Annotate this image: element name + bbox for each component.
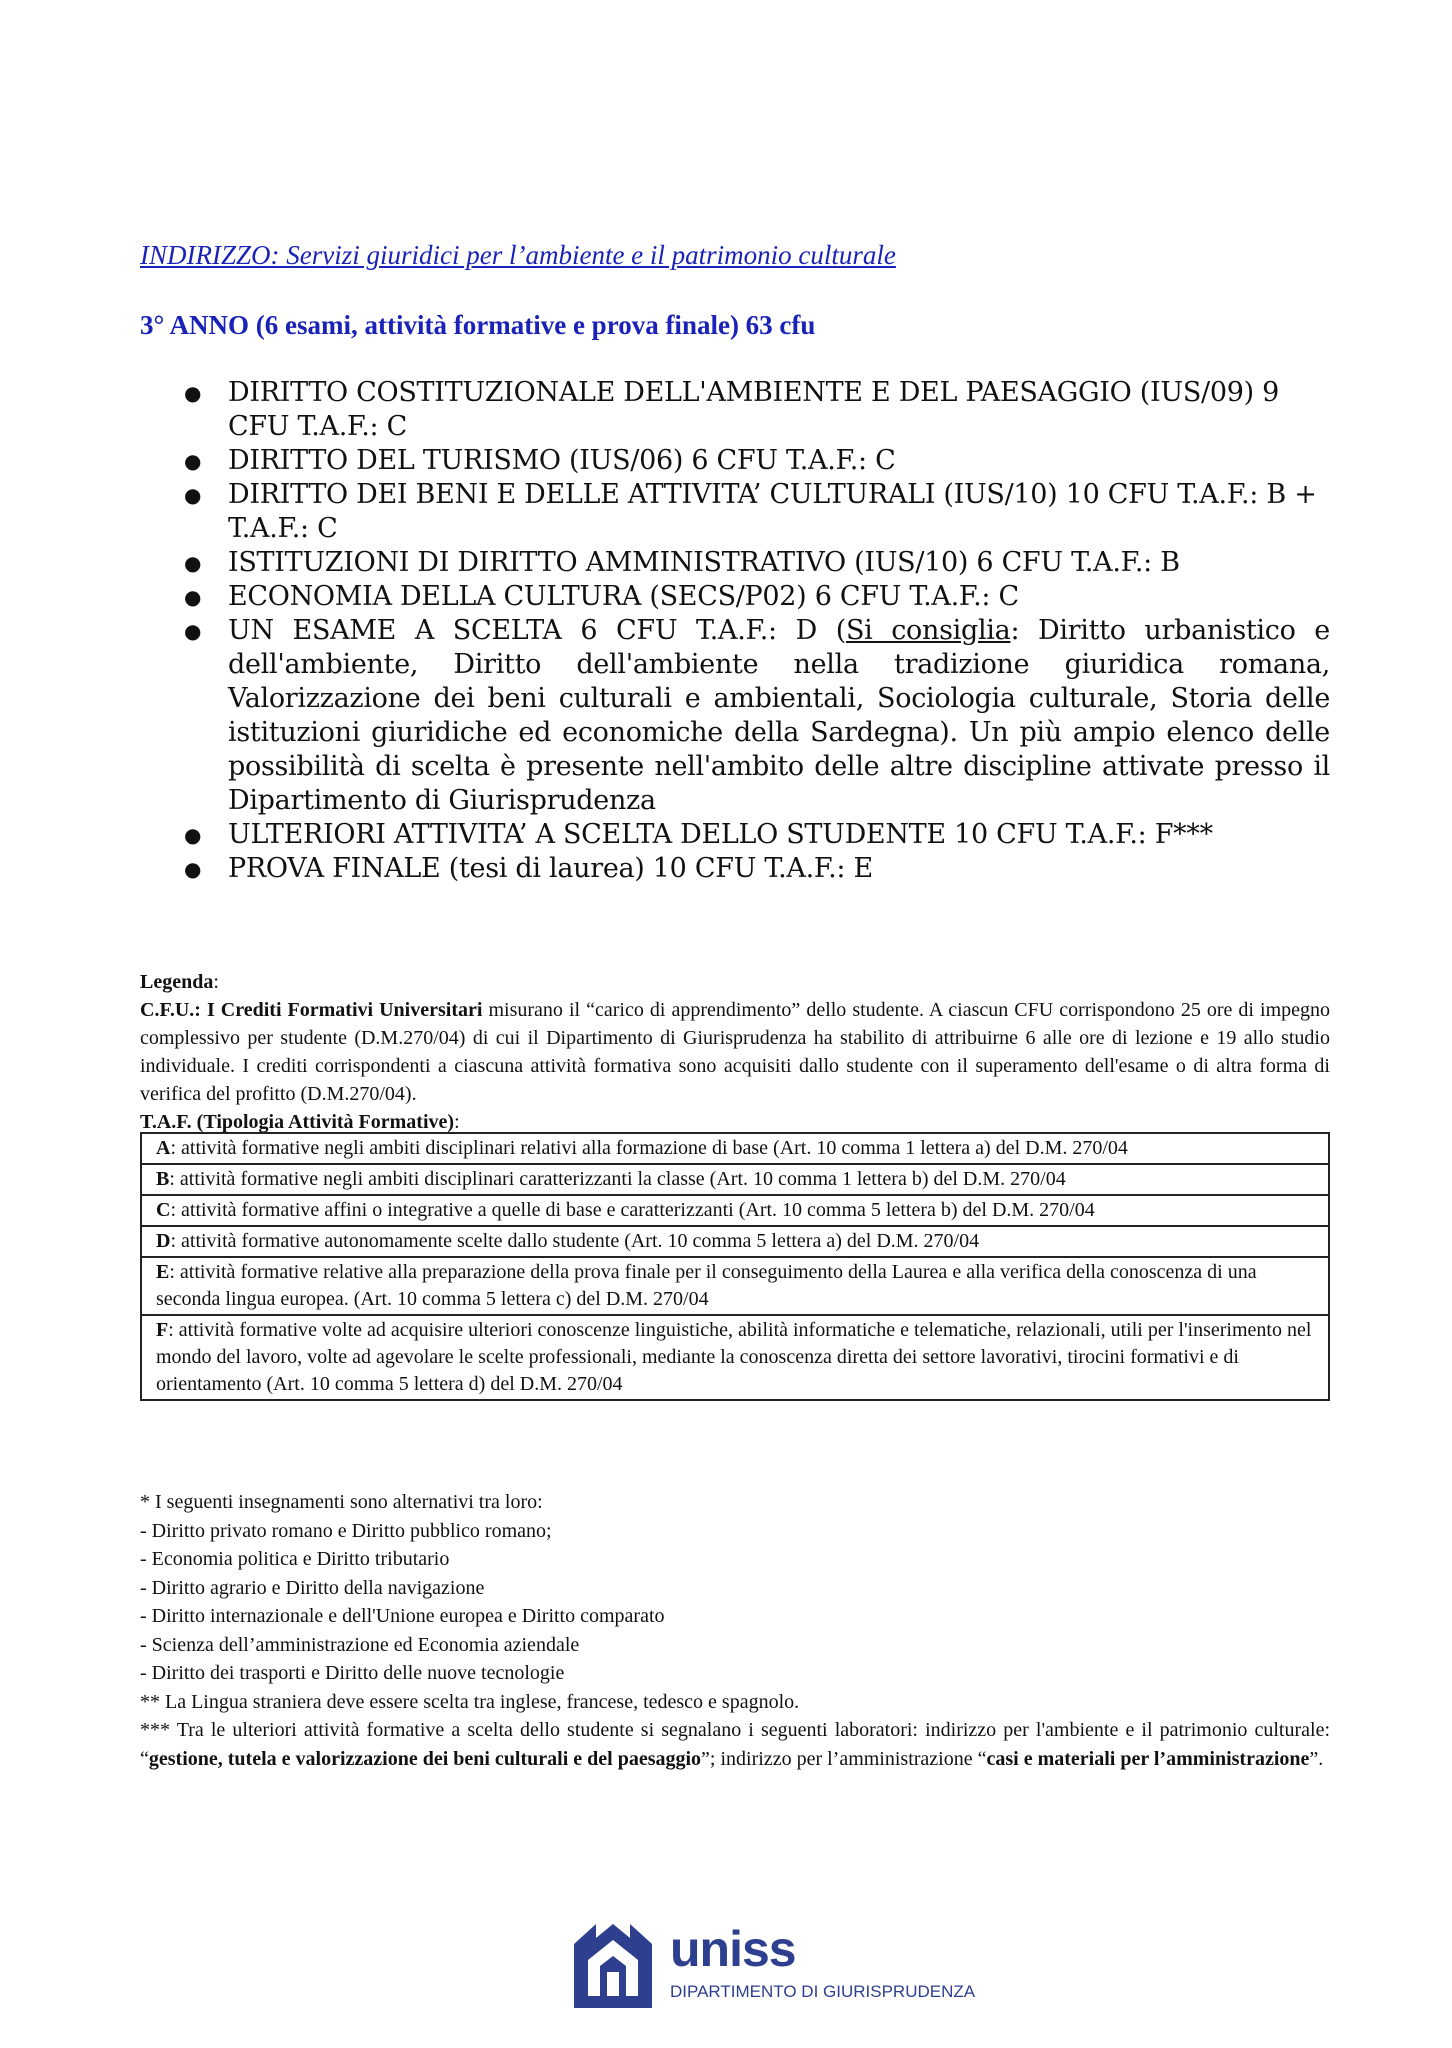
taf-table xyxy=(140,1132,1330,1401)
taf-heading: T.A.F. (Tipologia Attività Formative) xyxy=(140,1111,455,1133)
bullet-icon: ● xyxy=(184,483,202,507)
note-laboratori: *** Tra le ulteriori attività formative a scelta dello studente si segnalano i seguenti laboratori: indirizzo per l'ambiente e il patrimonio culturale: “gestione, tutela e valorizzazione dei beni culturali e del paesaggio”; indirizzo per l’amministrazione “casi e materiali per l’amministrazione”. xyxy=(140,1719,1330,1770)
course-item: ● PROVA FINALE (tesi di laurea) 10 CFU T.A.F.: E xyxy=(184,853,873,884)
course-item-scelta: ● UN ESAME A SCELTA 6 CFU T.A.F.: D (Si consiglia: Diritto urbanistico e dell'ambiente, Diritto dell'ambiente nella tradizione giuridica romana, Valorizzazione dei beni culturali e ambientali, Sociologia culturale, Storia delle istituzioni giuridiche ed economiche della Sardegna). Un più ampio elenco delle possibilità di scelta è presente nell'ambito delle altre discipline attivate presso il Dipartimento di Giurisprudenza xyxy=(184,615,1330,816)
uniss-wordmark: uniss xyxy=(670,1921,796,1977)
note-line: - Diritto dei trasporti e Diritto delle nuove tecnologie xyxy=(140,1662,565,1684)
bullet-icon: ● xyxy=(184,619,202,643)
course-item: ● ISTITUZIONI DI DIRITTO AMMINISTRATIVO (IUS/10) 6 CFU T.A.F.: B xyxy=(184,547,1180,578)
cfu-definition: C.F.U.: I Crediti Formativi Universitari misurano il “carico di apprendimento” dello studente. A ciascun CFU corrispondono 25 ore di impegno complessivo per studente (D.M.270/04) di cui il Dipartimento di Giurisprudenza ha stabilito di attribuirne 6 alle ore di lezione e 19 allo studio individuale. I crediti corrispondenti a ciascuna attività formativa sono acquisiti dallo studente con il superamento dell'esame o di altra forma di verifica del profitto (D.M.270/04). xyxy=(140,999,1331,1105)
legenda-section: Legenda: C.F.U.: I Crediti Formativi Universitari misurano il “carico di apprendimento” dello studente. A ciascun CFU corrispondono 25 ore di impegno complessivo per studente (D.M.270/04) di cui il Dipartimento di Giurisprudenza ha stabilito di attribuirne 6 alle ore di lezione e 19 allo studio individuale. I crediti corrispondenti a ciascuna attività formativa sono acquisiti dallo studente con il superamento dell'esame o di altra forma di verifica del profitto (D.M.270/04). T.A.F. (Tipologia Attività Formative): xyxy=(140,971,1331,1133)
taf-row: C: attività formative affini o integrative a quelle di base e caratterizzanti (Art. 10 comma 5 lettera b) del D.M. 270/04 xyxy=(141,1195,1329,1226)
anno-heading: 3° ANNO (6 esami, attività formative e prova finale) 63 cfu xyxy=(140,310,816,340)
uniss-logo-icon xyxy=(574,1920,652,2008)
taf-row: E: attività formative relative alla preparazione della prova finale per il conseguimento della Laurea e alla verifica della conoscenza di una seconda lingua europea. (Art. 10 comma 5 lettera c) del D.M. 270/04 xyxy=(141,1257,1329,1315)
course-item: ● DIRITTO DEI BENI E DELLE ATTIVITA’ CULTURALI (IUS/10) 10 CFU T.A.F.: B + T.A.F.: C xyxy=(184,479,1317,544)
legenda-title: Legenda xyxy=(140,971,214,993)
taf-row: A: attività formative negli ambiti disciplinari relativi alla formazione di base (Art. 10 comma 1 lettera a) del D.M. 270/04 xyxy=(141,1133,1329,1164)
note-line: ** La Lingua straniera deve essere scelta tra inglese, francese, tedesco e spagnolo. xyxy=(140,1690,800,1713)
bullet-icon: ● xyxy=(184,823,202,847)
indirizzo-heading[interactable]: INDIRIZZO: Servizi giuridici per l’ambiente e il patrimonio culturale xyxy=(140,240,896,270)
bullet-icon: ● xyxy=(184,381,202,405)
bullet-icon: ● xyxy=(184,585,202,609)
course-item: ● ULTERIORI ATTIVITA’ A SCELTA DELLO STUDENTE 10 CFU T.A.F.: F*** xyxy=(184,819,1213,850)
course-item: ● ECONOMIA DELLA CULTURA (SECS/P02) 6 CFU T.A.F.: C xyxy=(184,581,1019,612)
note-line: - Economia politica e Diritto tributario xyxy=(140,1548,450,1570)
taf-row: F: attività formative volte ad acquisire ulteriori conoscenze linguistiche, abilità informatiche e telematiche, relazionali, utili per l'inserimento nel mondo del lavoro, volte ad agevolare le scelte professionali, mediante la conoscenza diretta dei settore lavorativi, tirocini formativi e di orientamento (Art. 10 comma 5 lettera d) del D.M. 270/04 xyxy=(141,1315,1329,1400)
bullet-icon: ● xyxy=(184,551,202,575)
course-list xyxy=(180,376,1330,886)
note-line: - Diritto internazionale e dell'Unione europea e Diritto comparato xyxy=(140,1605,665,1627)
note-line: - Scienza dell’amministrazione ed Economia aziendale xyxy=(140,1633,580,1656)
bullet-icon: ● xyxy=(184,449,202,473)
bullet-icon: ● xyxy=(184,857,202,881)
note-line: - Diritto privato romano e Diritto pubblico romano; xyxy=(140,1519,552,1542)
taf-row: D: attività formative autonomamente scelte dallo studente (Art. 10 comma 5 lettera a) del D.M. 270/04 xyxy=(141,1226,1329,1257)
taf-row: B: attività formative negli ambiti disciplinari caratterizzanti la classe (Art. 10 comma 1 lettera b) del D.M. 270/04 xyxy=(141,1164,1329,1195)
uniss-logo xyxy=(574,1920,994,2008)
department-name: DIPARTIMENTO DI GIURISPRUDENZA xyxy=(670,1982,976,2001)
notes-section xyxy=(140,1488,1330,1773)
note-line: - Diritto agrario e Diritto della navigazione xyxy=(140,1576,485,1599)
course-item: ● DIRITTO DEL TURISMO (IUS/06) 6 CFU T.A.F.: C xyxy=(184,445,896,476)
course-item: ● DIRITTO COSTITUZIONALE DELL'AMBIENTE E DEL PAESAGGIO (IUS/09) 9 CFU T.A.F.: C xyxy=(184,377,1279,442)
note-line: * I seguenti insegnamenti sono alternativi tra loro: xyxy=(140,1491,543,1513)
